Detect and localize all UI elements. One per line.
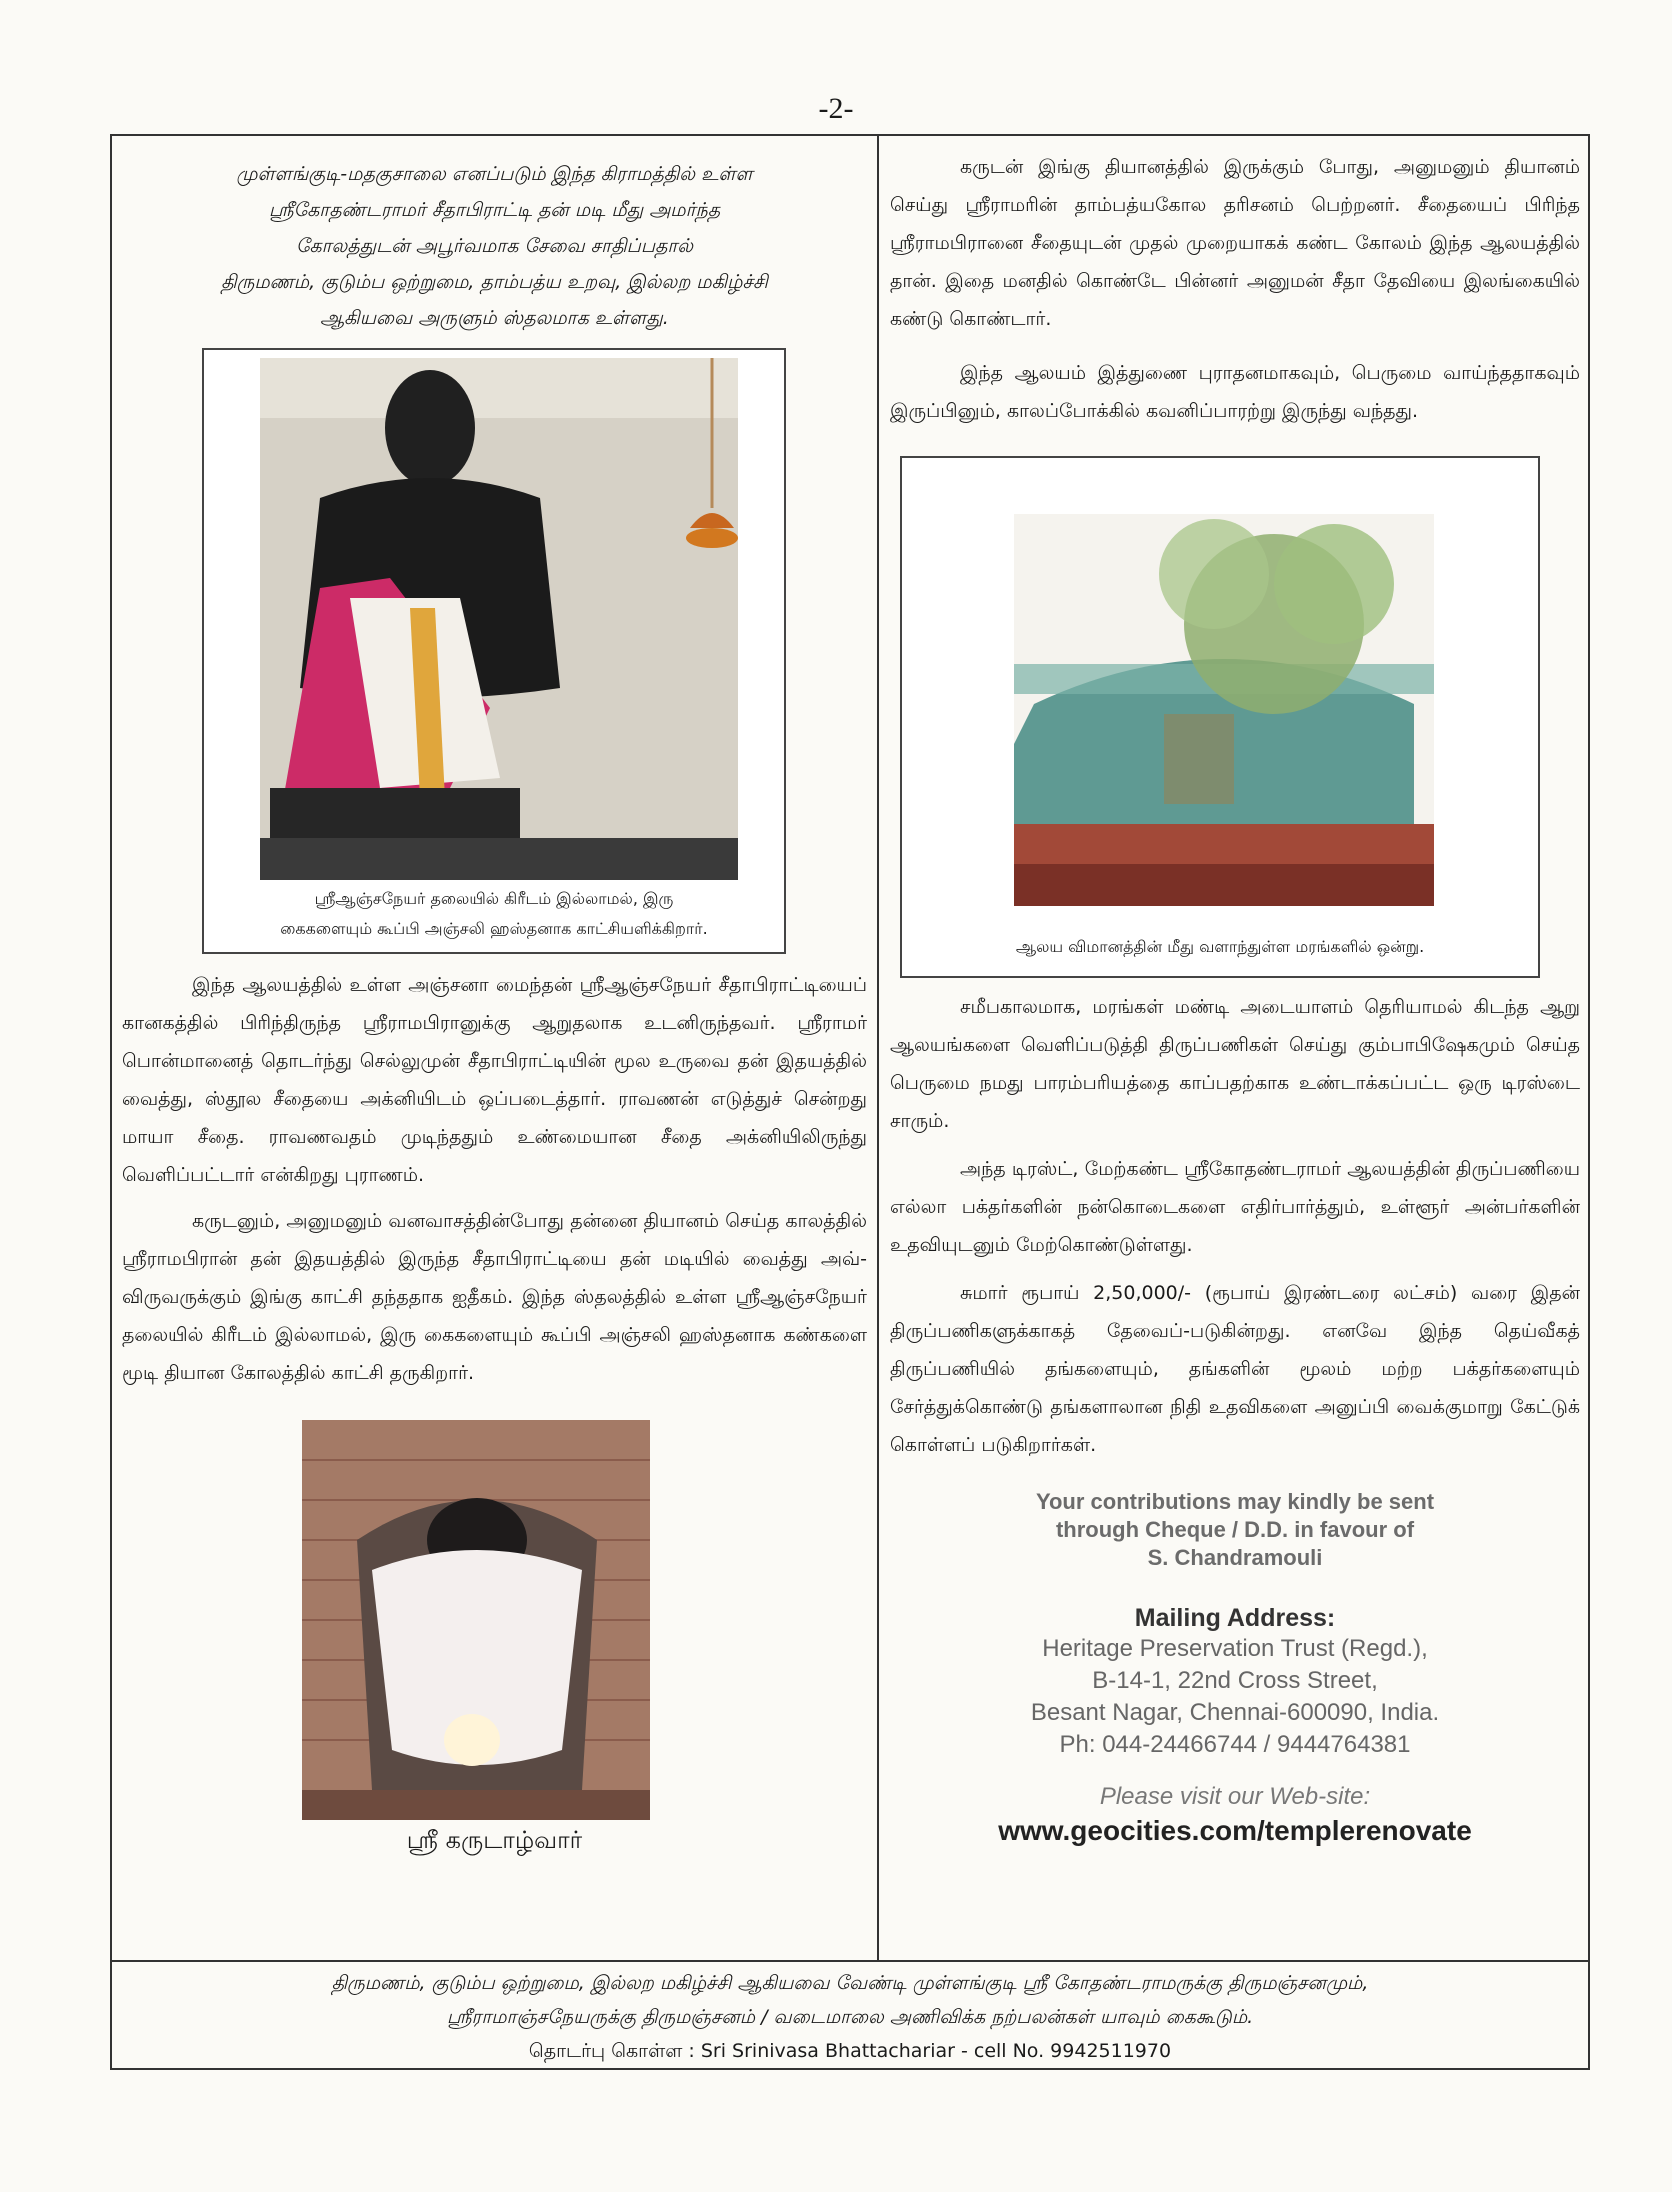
contribution-line: S. Chandramouli: [1147, 1545, 1323, 1570]
mailing-address: [890, 1633, 1580, 1761]
page-number: -2-: [818, 92, 854, 125]
footer-rule: [110, 1960, 1590, 1962]
anjaneyar-photo-frame: [202, 348, 786, 954]
address-line: Heritage Preservation Trust (Regd.),: [1042, 1635, 1428, 1662]
contribution-line: through Cheque / D.D. in favour of: [1055, 1517, 1415, 1542]
column-divider: [877, 134, 879, 1960]
left-column: [122, 156, 867, 1857]
caption-line: ஸ்ரீஆஞ்சநேயர் தலையில் கிரீடம் இல்லாமல், இரு: [314, 889, 674, 908]
address-line: Besant Nagar, Chennai-600090, India.: [1030, 1699, 1440, 1726]
intro-line: திருமணம், குடும்ப ஒற்றுமை, தாம்பத்ய உறவு, இல்லற மகிழ்ச்சி: [221, 271, 768, 293]
intro-line: ஸ்ரீகோதண்டராமர் சீதாபிராட்டி தன் மடி மீது அமர்ந்த: [268, 199, 721, 221]
vimanam-photo: [1014, 514, 1434, 906]
garudazhvar-caption: ஸ்ரீ கருடாழ்வார்: [406, 1826, 583, 1854]
website-link[interactable]: www.geocities.com/templerenovate: [998, 1815, 1472, 1846]
intro-line: கோலத்துடன் அபூர்வமாக சேவை சாதிப்பதால்: [295, 235, 694, 257]
mailing-address-heading: Mailing Address:: [1134, 1604, 1336, 1632]
anjaneyar-photo-caption: [204, 884, 784, 944]
intro-line: முள்ளங்குடி-மதகுசாலை எனப்படும் இந்த கிராமத்தில் உள்ள: [236, 163, 753, 185]
website-prompt: Please visit our Web-site:: [1099, 1783, 1371, 1810]
intro-block: [122, 156, 867, 336]
anjaneyar-photo: [260, 358, 738, 880]
footer-line: திருமணம், குடும்ப ஒற்றுமை, இல்லற மகிழ்ச்சி ஆகியவை வேண்டி முள்ளங்குடி ஸ்ரீ கோதண்டராமருக்கு திருமஞ்சனமும்,: [331, 1972, 1369, 1994]
right-paragraph-3: சமீபகாலமாக, மரங்கள் மண்டி அடையாளம் தெரியாமல் கிடந்த ஆறு ஆலயங்களை வெளிப்படுத்தி திருப்பணிகள் செய்து கும்பாபிஷேகமும் செய்த பெருமை நமது பாரம்பரியத்தை காப்பதற்காக உண்டாக்கப்பட்ட ஒரு டிரஸ்டை சாரும்.: [890, 996, 1580, 1132]
contribution-line: Your contributions may kindly be sent: [1035, 1489, 1435, 1514]
right-paragraph-1: கருடன் இங்கு தியானத்தில் இருக்கும் போது, அனுமனும் தியானம் செய்து ஸ்ரீராமரின் தாம்பத்யகோல தரிசனம் பெற்றனர். சீதையைப் பிரிந்த ஸ்ரீராமபிரானை சீதையுடன் முதல் முறையாகக் கண்ட கோலம் இந்த ஆலயத்தில் தான். இதை மனதில் கொண்டே பின்னர் அனுமன் சீதா தேவியை இலங்கையில் கண்டு கொண்டார்.: [890, 156, 1580, 330]
right-paragraph-5: சுமார் ரூபாய் 2,50,000/- (ரூபாய் இரண்டரை லட்சம்) வரை இதன் திருப்பணிகளுக்காகத் தேவைப்-படுகின்றது. எனவே இந்த தெய்வீகத் திருப்பணியில் தங்களையும், தங்களின் மூலம் மற்ற பக்தர்களையும் சேர்த்துக்கொண்டு தங்களாலான நிதி உதவிகளை அனுப்பி வைக்குமாறு கேட்டுக் கொள்ளப் படுகிறார்கள்.: [890, 1282, 1580, 1456]
contribution-info: [890, 1488, 1580, 1847]
footer-note: [110, 1966, 1590, 2068]
phone-line: Ph: 044-24466744 / 9444764381: [1059, 1731, 1411, 1758]
right-paragraph-2: இந்த ஆலயம் இத்துணை புராதனமாகவும், பெருமை வாய்ந்ததாகவும் இருப்பினும், காலப்போக்கில் கவனிப்பாரற்று இருந்து வந்தது.: [890, 362, 1580, 422]
left-paragraph-1: இந்த ஆலயத்தில் உள்ள அஞ்சனா மைந்தன் ஸ்ரீஆஞ்சநேயர் சீதாபிராட்டியைப் கானகத்தில் பிரிந்திருந்த ஸ்ரீராமபிரானுக்கு ஆறுதலாக உடனிருந்தவர். ஸ்ரீராமர் பொன்மானைத் தொடர்ந்து செல்லுமுன் சீதாபிராட்டியின் மூல உருவை தன் இதயத்தில் வைத்து, ஸ்தூல சீதையை அக்னியிடம் ஒப்படைத்தார். ராவணன் எடுத்துச் சென்றது மாயா சீதை. ராவணவதம் முடிந்ததும் உண்மையான சீதை அக்னியிலிருந்து வெளிப்பட்டார் என்கிறது புராணம்.: [122, 974, 867, 1186]
vimanam-photo-frame: [900, 456, 1540, 978]
intro-line: ஆகியவை அருளும் ஸ்தலமாக உள்ளது.: [320, 307, 669, 329]
address-line: B-14-1, 22nd Cross Street,: [1092, 1667, 1378, 1694]
caption-line: கைகளையும் கூப்பி அஞ்சலி ஹஸ்தனாக காட்சியளிக்கிறார்.: [280, 919, 708, 938]
contribution-note: [890, 1488, 1580, 1572]
right-paragraph-4: அந்த டிரஸ்ட், மேற்கண்ட ஸ்ரீகோதண்டராமர் ஆலயத்தின் திருப்பணியை எல்லா பக்தர்களின் நன்கொடைகளை எதிர்பார்த்தும், உள்ளூர் அன்பர்களின் உதவியுடனும் மேற்கொண்டுள்ளது.: [890, 1158, 1580, 1256]
garudazhvar-photo: [302, 1420, 650, 1820]
right-column: [890, 148, 1580, 1847]
contact-line: தொடர்பு கொள்ள : Sri Srinivasa Bhattachariar - cell No. 9942511970: [528, 2040, 1172, 2062]
footer-line: ஸ்ரீராமாஞ்சநேயருக்கு திருமஞ்சனம் / வடைமாலை அணிவிக்க நற்பலன்கள் யாவும் கைகூடும்.: [446, 2006, 1254, 2028]
left-paragraph-2: கருடனும், அனுமனும் வனவாசத்தின்போது தன்னை தியானம் செய்த காலத்தில் ஸ்ரீராமபிரான் தன் இதயத்தில் இருந்த சீதாபிராட்டியை தன் மடியில் வைத்து அவ்-விருவருக்கும் இங்கு காட்சி தந்ததாக ஐதீகம். இந்த ஸ்தலத்தில் உள்ள ஸ்ரீஆஞ்சநேயர் தலையில் கிரீடம் இல்லாமல், இரு கைகளையும் கூப்பி அஞ்சலி ஹஸ்தனாக கண்களை மூடி தியான கோலத்தில் காட்சி தருகிறார்.: [122, 1210, 867, 1384]
vimanam-photo-caption: ஆலய விமானத்தின் மீது வளாந்துள்ள மரங்களில் ஒன்று.: [1015, 937, 1425, 956]
